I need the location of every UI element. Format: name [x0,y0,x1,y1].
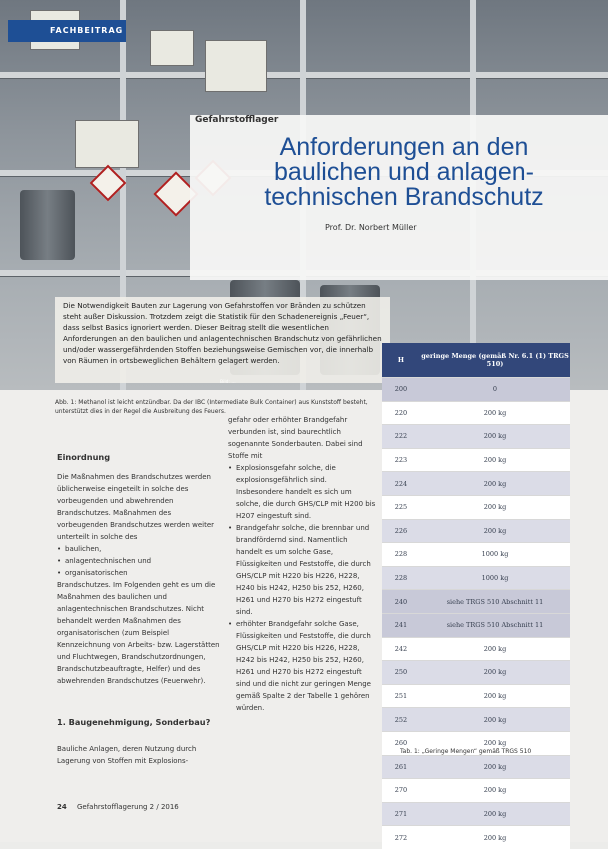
section-tag: FACHBEITRAG [8,20,126,42]
table-row [382,519,570,543]
h-code-cell: 271 [382,802,420,826]
quantity-cell: 200 kg [420,425,570,449]
list-item: • anlagentechnischen und [57,555,222,567]
container-image [20,190,75,260]
h-code-cell: 200 [382,378,420,402]
article-title [220,135,588,210]
subheading: 1. Baugenehmigung, Sonderbau? [57,717,211,727]
list-item: • organisatorischen [57,567,222,579]
quantity-table [382,343,570,849]
quantity-cell: 200 kg [420,731,570,755]
h-code-cell: 226 [382,519,420,543]
lead-paragraph: Die Notwendigkeit Bauten zur Lagerung von Gefahrstoffen vor Bränden zu schützen steht außer Diskussion. Trotzdem zeigt die Statistik für den Schadenereignis „Feuer“, dass selbst Basics ignoriert werden. Dieser Beitrag stellt die wesentlichen Anforderungen an den baulichen und anlagentechnischen Brandschutz von gefährlichen und/oder wassergefährdenden Stoffen beziehungsweise Gemischen vor, die innerhalb von Räumen in ortsbeweglichen Behältern gelagert werden. [55,297,390,383]
quantity-cell: 200 kg [420,519,570,543]
h-code-cell: 228 [382,543,420,567]
table-row [382,378,570,402]
list-item: • Explosionsgefahr solche, die explosionsgefährlich sind. Insbesondere handelt es sich um solche, die durch GHS/CLP mit H200 bis H207 eingestuft sind. [228,462,376,522]
table-row [382,684,570,708]
table-row [382,425,570,449]
quantity-cell: 200 kg [420,684,570,708]
quantity-cell: 200 kg [420,472,570,496]
quantity-cell: 200 kg [420,708,570,732]
h-code-cell: 251 [382,684,420,708]
quantity-cell: 200 kg [420,802,570,826]
bullet-list [228,462,376,714]
quantity-cell: 200 kg [420,755,570,779]
table-row [382,802,570,826]
table-row [382,448,570,472]
quantity-cell: 1000 kg [420,543,570,567]
paragraph: gefahr oder erhöhter Brandgefahr verbunden ist, sind baurechtlich sogenannte Sonderbauten. Dabei sind Stoffe mit [228,416,363,460]
h-code-cell: 225 [382,495,420,519]
h-code-cell: 261 [382,755,420,779]
quantity-cell: 200 kg [420,448,570,472]
quantity-cell: 1000 kg [420,566,570,590]
hazard-label-image [75,120,139,168]
h-code-cell: 224 [382,472,420,496]
table-row [382,637,570,661]
table-header: geringe Menge (gemäß Nr. 6.1 (1) TRGS 510) [420,343,570,378]
quantity-cell: 200 kg [420,661,570,685]
list-item: • erhöhter Brandgefahr solche Gase, Flüssigkeiten und Feststoffe, die durch GHS/CLP mit H220 bis H226, H228, H242 bis H242, H250 bis 252, H260, H261 und H270 bis H272 eingestuft sind und die nicht zur geringen Menge gemäß Spalte 2 der Tabelle 1 gehören würden. [228,618,376,714]
h-code-cell: 260 [382,731,420,755]
figure-caption: Abb. 1: Methanol ist leicht entzündbar. Da der IBC (Intermediate Bulk Container) aus Kunststoff besteht, unterstützt dies in der Regel die Ausbreitung des Feuers. [55,399,368,415]
section-heading: Einordnung [57,452,111,462]
quantity-cell: siehe TRGS 510 Abschnitt 11 [420,590,570,614]
table-caption: Tab. 1: „Geringe Mengen“ gemäß TRGS 510 [400,748,532,755]
title-line: baulichen und anlagen- [274,158,534,186]
h-code-cell: 222 [382,425,420,449]
publication-name: Gefahrstofflagerung 2 / 2016 [76,803,179,811]
table-header: H [382,343,420,378]
column-2 [228,414,376,714]
table-row [382,755,570,779]
quantity-cell: 200 kg [420,779,570,803]
paragraph: Die Maßnahmen des Brandschutzes werden üblicherweise eingeteilt in solche des vorbeugenden und abwehrenden Brandschutzes. Maßnahmen des vorbeugenden Brandschutzes werden weiter unterteilt in solche des [57,473,215,541]
h-code-cell: 272 [382,826,420,849]
paragraph: Bauliche Anlagen, deren Nutzung durch Lagerung von Stoffen mit Explosions- [57,745,197,765]
h-code-cell: 241 [382,613,420,637]
kicker: Gefahrstofflager [195,115,279,125]
column-1-continuation [57,743,222,767]
hazard-label-image [205,40,267,92]
h-code-cell: 220 [382,401,420,425]
table-row [382,661,570,685]
paragraph: Brandschutzes. Im Folgenden geht es um die Maßnahmen des baulichen und anlagentechnischen Brandschutzes. Nicht behandelt werden Maßnahmen des organisatorischen (zum Beispiel Kennzeichnung von Arbeits- bzw. Lagerstätten und Fluchtwegen, Brandschutzordnungen, Brandschutzbeauftragte, Helfer) und des abwehrenden Brandschutzes (Feuerwehr). [57,581,220,685]
h-code-cell: 240 [382,590,420,614]
quantity-cell: 200 kg [420,826,570,849]
h-code-cell: 250 [382,661,420,685]
table-row [382,613,570,637]
quantity-cell: siehe TRGS 510 Abschnitt 11 [420,613,570,637]
h-code-cell: 228 [382,566,420,590]
list-item: • baulichen, [57,543,222,555]
title-line: technischen Brandschutz [264,183,544,211]
title-line: Anforderungen an den [279,133,529,161]
quantity-cell: 200 kg [420,401,570,425]
table-row [382,779,570,803]
author: Prof. Dr. Norbert Müller [325,223,417,232]
quantity-cell: 200 kg [420,495,570,519]
h-code-cell: 223 [382,448,420,472]
quantity-cell: 0 [420,378,570,402]
table-row [382,472,570,496]
h-code-cell: 242 [382,637,420,661]
page-number: 24 [57,803,67,811]
table-row [382,543,570,567]
table-row [382,401,570,425]
column-1 [57,451,222,687]
table-row [382,566,570,590]
table-row [382,590,570,614]
quantity-cell: 200 kg [420,637,570,661]
bullet-list [57,543,222,579]
list-item: • Brandgefahr solche, die brennbar und brandfördernd sind. Namentlich handelt es um solche Gase, Flüssigkeiten und Feststoffe, die durch GHS/CLP mit H220 bis H226, H228, H240 bis H242, H250 bis 252, H260, H261 und H270 bis H272 eingestuft sind. [228,522,376,618]
photo-credit: Bild: ... [220,380,236,385]
hazard-label-image [150,30,194,66]
page-footer [57,803,179,811]
table-row [382,708,570,732]
table-row [382,826,570,849]
table-row [382,495,570,519]
h-code-cell: 270 [382,779,420,803]
h-code-cell: 252 [382,708,420,732]
